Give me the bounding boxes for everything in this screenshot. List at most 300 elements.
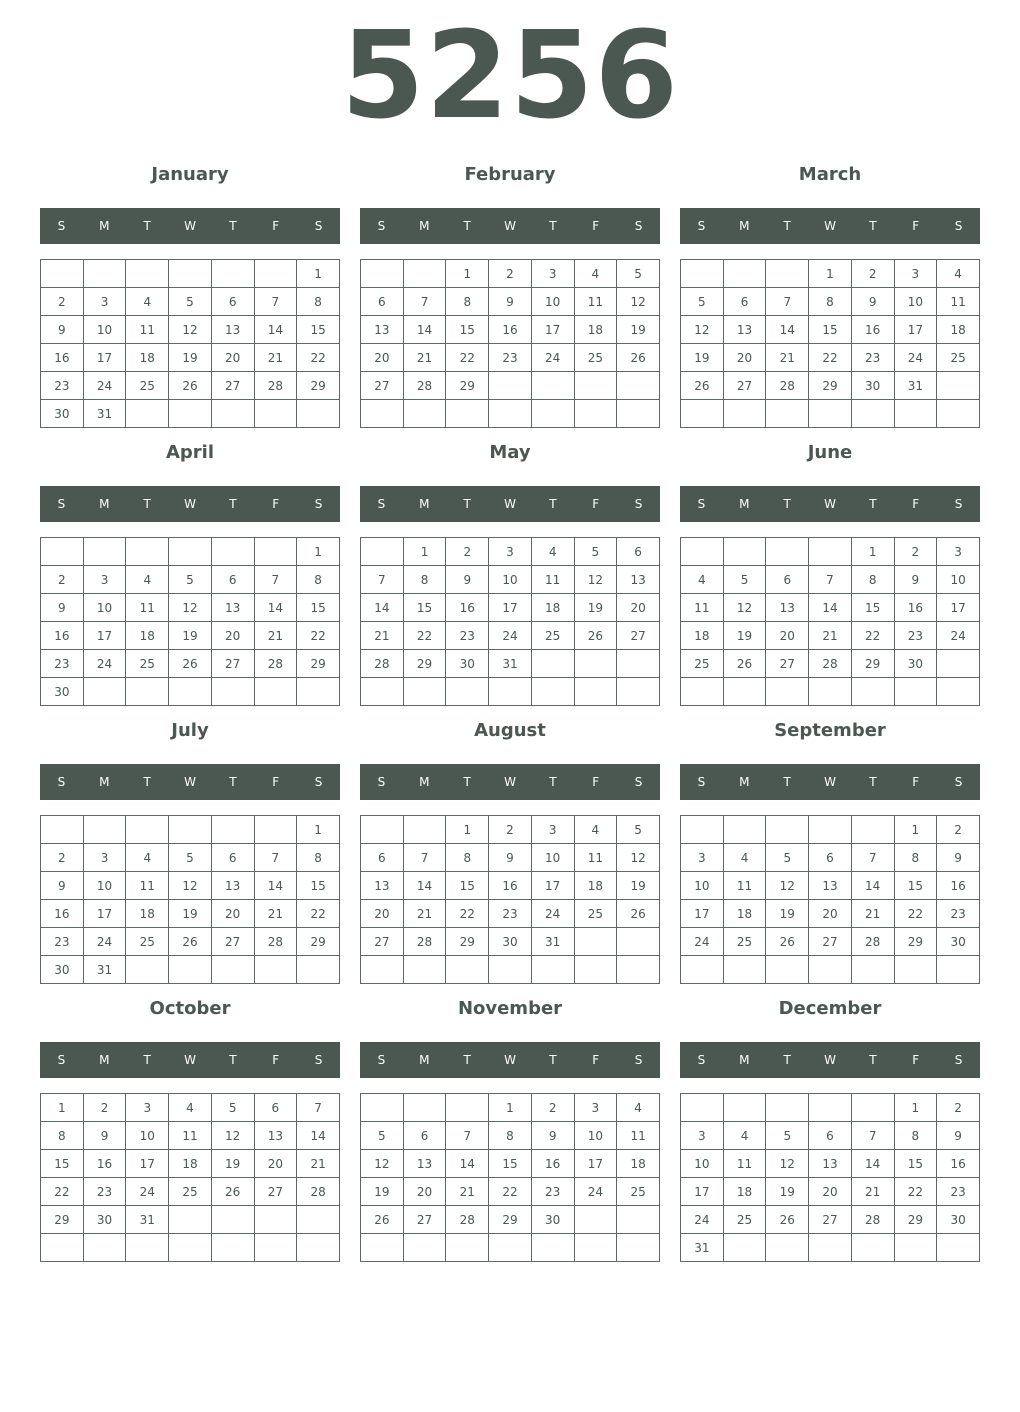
- week-row: [361, 1122, 660, 1150]
- weekday-label: T: [783, 775, 791, 789]
- empty-day-cell: [574, 956, 617, 984]
- empty-day-cell: [211, 538, 254, 566]
- empty-day-cell: [574, 650, 617, 678]
- weekday-label: F: [912, 1053, 920, 1067]
- empty-day-cell: [574, 372, 617, 400]
- empty-day-cell: [766, 956, 809, 984]
- day-cell: 25: [126, 928, 169, 956]
- day-cell: 5: [169, 844, 212, 872]
- day-cell: 13: [617, 566, 660, 594]
- empty-day-cell: [254, 400, 297, 428]
- weekday-label: T: [549, 219, 557, 233]
- weekday-label: S: [377, 497, 386, 511]
- month-name: September: [774, 720, 886, 741]
- day-cell: 5: [169, 288, 212, 316]
- day-cell: 9: [446, 566, 489, 594]
- day-cell: 5: [211, 1094, 254, 1122]
- day-cell: 3: [83, 288, 126, 316]
- empty-day-cell: [403, 816, 446, 844]
- empty-day-cell: [211, 678, 254, 706]
- day-cell: 17: [894, 316, 937, 344]
- day-cell: 2: [41, 844, 84, 872]
- day-cell: 25: [617, 1178, 660, 1206]
- day-cell: 16: [894, 594, 937, 622]
- day-cell: 11: [126, 872, 169, 900]
- empty-day-cell: [617, 928, 660, 956]
- weekday-label: M: [739, 1053, 750, 1067]
- weekday-label: F: [592, 775, 600, 789]
- weekday-label: F: [272, 497, 280, 511]
- week-row: [41, 678, 340, 706]
- day-cell: 6: [723, 288, 766, 316]
- month-name: June: [807, 442, 853, 463]
- day-cell: 14: [297, 1122, 340, 1150]
- empty-day-cell: [851, 678, 894, 706]
- day-cell: 21: [254, 900, 297, 928]
- day-cell: 13: [403, 1150, 446, 1178]
- weekday-header: [680, 1042, 980, 1078]
- week-row: [41, 288, 340, 316]
- day-cell: 17: [83, 900, 126, 928]
- day-cell: 1: [851, 538, 894, 566]
- day-cell: 12: [766, 872, 809, 900]
- month-name: February: [464, 164, 556, 185]
- empty-day-cell: [723, 956, 766, 984]
- day-cell: 28: [254, 650, 297, 678]
- day-cell: 27: [211, 650, 254, 678]
- day-cell: 30: [41, 956, 84, 984]
- day-cell: 19: [617, 316, 660, 344]
- empty-day-cell: [446, 1234, 489, 1262]
- day-cell: 3: [681, 1122, 724, 1150]
- day-grid: [680, 537, 980, 706]
- empty-day-cell: [361, 956, 404, 984]
- day-cell: 21: [403, 900, 446, 928]
- day-cell: 13: [211, 594, 254, 622]
- day-cell: 26: [169, 928, 212, 956]
- day-cell: 19: [617, 872, 660, 900]
- weekday-label: F: [592, 1053, 600, 1067]
- day-cell: 30: [41, 400, 84, 428]
- month-name: November: [457, 998, 563, 1019]
- weekday-label: S: [57, 1053, 66, 1067]
- day-cell: 2: [937, 816, 980, 844]
- day-cell: 3: [937, 538, 980, 566]
- day-cell: 22: [403, 622, 446, 650]
- day-cell: 7: [403, 288, 446, 316]
- weekday-label: S: [377, 219, 386, 233]
- day-grid: [360, 1093, 660, 1262]
- weekday-label: T: [869, 219, 877, 233]
- day-cell: 8: [809, 288, 852, 316]
- empty-day-cell: [489, 372, 532, 400]
- empty-day-cell: [937, 1234, 980, 1262]
- day-cell: 29: [403, 650, 446, 678]
- weekday-label: T: [549, 775, 557, 789]
- day-cell: 5: [169, 566, 212, 594]
- day-cell: 11: [169, 1122, 212, 1150]
- day-cell: 10: [126, 1122, 169, 1150]
- empty-day-cell: [766, 678, 809, 706]
- day-cell: 14: [254, 316, 297, 344]
- month-name: March: [798, 164, 862, 185]
- empty-day-cell: [766, 400, 809, 428]
- day-cell: 21: [851, 900, 894, 928]
- weekday-label: M: [419, 1053, 430, 1067]
- empty-day-cell: [894, 400, 937, 428]
- day-cell: 11: [574, 844, 617, 872]
- weekday-label: T: [783, 219, 791, 233]
- empty-day-cell: [169, 260, 212, 288]
- weekday-header: [40, 486, 340, 522]
- weekday-label: F: [272, 219, 280, 233]
- weekday-label: S: [377, 775, 386, 789]
- day-cell: 14: [851, 1150, 894, 1178]
- week-row: [681, 678, 980, 706]
- week-row: [361, 594, 660, 622]
- day-cell: 28: [446, 1206, 489, 1234]
- day-cell: 23: [937, 900, 980, 928]
- week-row: [41, 1234, 340, 1262]
- empty-day-cell: [403, 956, 446, 984]
- empty-day-cell: [489, 400, 532, 428]
- weekday-label: S: [697, 219, 706, 233]
- day-cell: 9: [83, 1122, 126, 1150]
- week-row: [41, 260, 340, 288]
- week-row: [681, 900, 980, 928]
- weekday-label: W: [824, 497, 836, 511]
- day-cell: 23: [446, 622, 489, 650]
- day-cell: 31: [531, 928, 574, 956]
- day-cell: 8: [894, 844, 937, 872]
- week-row: [361, 566, 660, 594]
- weekday-label: S: [954, 775, 963, 789]
- day-grid: [360, 537, 660, 706]
- month-name: December: [778, 998, 882, 1019]
- day-cell: 12: [169, 872, 212, 900]
- day-cell: 19: [681, 344, 724, 372]
- empty-day-cell: [446, 400, 489, 428]
- month-name: May: [489, 442, 531, 463]
- day-cell: 1: [489, 1094, 532, 1122]
- empty-day-cell: [531, 372, 574, 400]
- week-row: [681, 928, 980, 956]
- weekday-label: W: [824, 775, 836, 789]
- day-cell: 21: [254, 622, 297, 650]
- day-cell: 8: [851, 566, 894, 594]
- empty-day-cell: [41, 1234, 84, 1262]
- day-cell: 14: [254, 594, 297, 622]
- weekday-label: W: [504, 775, 516, 789]
- day-cell: 9: [531, 1122, 574, 1150]
- empty-day-cell: [361, 538, 404, 566]
- day-cell: 22: [446, 344, 489, 372]
- week-row: [681, 288, 980, 316]
- weekday-label: S: [634, 775, 643, 789]
- empty-day-cell: [254, 1206, 297, 1234]
- day-grid: [40, 537, 340, 706]
- day-cell: 22: [851, 622, 894, 650]
- empty-day-cell: [211, 1234, 254, 1262]
- day-cell: 12: [211, 1122, 254, 1150]
- day-cell: 3: [681, 844, 724, 872]
- empty-day-cell: [254, 1234, 297, 1262]
- month-november: [360, 994, 660, 1264]
- month-october: [40, 994, 340, 1264]
- day-cell: 7: [403, 844, 446, 872]
- weekday-label: S: [57, 219, 66, 233]
- day-cell: 30: [83, 1206, 126, 1234]
- empty-day-cell: [126, 956, 169, 984]
- day-cell: 6: [403, 1122, 446, 1150]
- day-cell: 30: [937, 1206, 980, 1234]
- empty-day-cell: [574, 1234, 617, 1262]
- weekday-label: W: [184, 497, 196, 511]
- weekday-label: M: [99, 219, 110, 233]
- empty-day-cell: [169, 678, 212, 706]
- day-cell: 18: [126, 622, 169, 650]
- empty-day-cell: [297, 1234, 340, 1262]
- weekday-label: S: [954, 1053, 963, 1067]
- day-cell: 4: [126, 288, 169, 316]
- week-row: [681, 956, 980, 984]
- week-row: [681, 1206, 980, 1234]
- empty-day-cell: [361, 1234, 404, 1262]
- day-cell: 21: [403, 344, 446, 372]
- weekday-label: T: [463, 219, 471, 233]
- week-row: [41, 566, 340, 594]
- day-cell: 15: [446, 872, 489, 900]
- day-cell: 17: [574, 1150, 617, 1178]
- day-cell: 25: [574, 900, 617, 928]
- day-cell: 24: [574, 1178, 617, 1206]
- empty-day-cell: [766, 1094, 809, 1122]
- day-cell: 19: [169, 622, 212, 650]
- day-cell: 18: [681, 622, 724, 650]
- day-cell: 14: [403, 872, 446, 900]
- weekday-label: M: [419, 497, 430, 511]
- day-cell: 26: [211, 1178, 254, 1206]
- week-row: [41, 316, 340, 344]
- empty-day-cell: [361, 816, 404, 844]
- day-cell: 24: [531, 344, 574, 372]
- day-cell: 27: [809, 928, 852, 956]
- empty-day-cell: [723, 400, 766, 428]
- day-cell: 24: [681, 928, 724, 956]
- day-cell: 9: [851, 288, 894, 316]
- weekday-label: S: [314, 497, 323, 511]
- week-row: [361, 1206, 660, 1234]
- empty-day-cell: [531, 956, 574, 984]
- weekday-header: [360, 1042, 660, 1078]
- empty-day-cell: [297, 678, 340, 706]
- day-cell: 6: [211, 566, 254, 594]
- day-cell: 11: [531, 566, 574, 594]
- day-cell: 18: [126, 344, 169, 372]
- day-cell: 20: [766, 622, 809, 650]
- week-row: [681, 1150, 980, 1178]
- weekday-label: T: [143, 775, 151, 789]
- day-cell: 4: [617, 1094, 660, 1122]
- day-cell: 27: [211, 928, 254, 956]
- day-cell: 20: [211, 900, 254, 928]
- empty-day-cell: [681, 816, 724, 844]
- day-cell: 23: [851, 344, 894, 372]
- day-cell: 15: [297, 872, 340, 900]
- week-row: [681, 844, 980, 872]
- day-cell: 19: [169, 344, 212, 372]
- day-cell: 19: [766, 900, 809, 928]
- day-cell: 2: [894, 538, 937, 566]
- day-cell: 25: [574, 344, 617, 372]
- empty-day-cell: [83, 678, 126, 706]
- day-cell: 21: [809, 622, 852, 650]
- empty-day-cell: [254, 956, 297, 984]
- week-row: [361, 872, 660, 900]
- day-cell: 18: [126, 900, 169, 928]
- weekday-label: S: [697, 497, 706, 511]
- weekday-label: S: [57, 775, 66, 789]
- empty-day-cell: [809, 678, 852, 706]
- day-cell: 23: [41, 650, 84, 678]
- day-cell: 11: [937, 288, 980, 316]
- day-cell: 17: [531, 316, 574, 344]
- month-april: [40, 438, 340, 708]
- weekday-label: S: [954, 497, 963, 511]
- month-name: July: [171, 720, 209, 741]
- day-cell: 12: [169, 316, 212, 344]
- day-cell: 5: [766, 1122, 809, 1150]
- day-cell: 3: [489, 538, 532, 566]
- day-cell: 24: [894, 344, 937, 372]
- empty-day-cell: [766, 816, 809, 844]
- empty-day-cell: [83, 538, 126, 566]
- day-cell: 11: [681, 594, 724, 622]
- empty-day-cell: [531, 650, 574, 678]
- day-cell: 16: [851, 316, 894, 344]
- empty-day-cell: [723, 678, 766, 706]
- day-cell: 20: [809, 1178, 852, 1206]
- weekday-label: F: [592, 497, 600, 511]
- day-cell: 7: [254, 844, 297, 872]
- weekday-label: S: [634, 219, 643, 233]
- empty-day-cell: [723, 538, 766, 566]
- weekday-header: [680, 486, 980, 522]
- weekday-label: W: [824, 1053, 836, 1067]
- day-cell: 10: [574, 1122, 617, 1150]
- day-cell: 15: [41, 1150, 84, 1178]
- weekday-label: T: [783, 1053, 791, 1067]
- weekday-header: [40, 1042, 340, 1078]
- year-title: 5256: [341, 7, 679, 146]
- week-row: [41, 872, 340, 900]
- day-cell: 26: [574, 622, 617, 650]
- day-cell: 6: [361, 844, 404, 872]
- day-cell: 2: [41, 566, 84, 594]
- weekday-label: S: [634, 1053, 643, 1067]
- empty-day-cell: [211, 956, 254, 984]
- day-cell: 29: [851, 650, 894, 678]
- weekday-header: [360, 764, 660, 800]
- weekday-label: S: [314, 775, 323, 789]
- day-cell: 12: [169, 594, 212, 622]
- day-cell: 18: [723, 900, 766, 928]
- empty-day-cell: [937, 956, 980, 984]
- weekday-label: M: [99, 497, 110, 511]
- empty-day-cell: [723, 816, 766, 844]
- weekday-label: T: [229, 497, 237, 511]
- month-name: January: [151, 164, 229, 185]
- weekday-label: S: [314, 1053, 323, 1067]
- week-row: [361, 1094, 660, 1122]
- empty-day-cell: [254, 538, 297, 566]
- day-cell: 30: [894, 650, 937, 678]
- day-cell: 3: [531, 816, 574, 844]
- empty-day-cell: [403, 1234, 446, 1262]
- weekday-label: T: [869, 497, 877, 511]
- day-cell: 27: [723, 372, 766, 400]
- day-cell: 26: [723, 650, 766, 678]
- day-cell: 9: [41, 594, 84, 622]
- empty-day-cell: [126, 678, 169, 706]
- day-cell: 10: [894, 288, 937, 316]
- week-row: [681, 316, 980, 344]
- day-cell: 4: [169, 1094, 212, 1122]
- day-cell: 18: [169, 1150, 212, 1178]
- empty-day-cell: [617, 372, 660, 400]
- weekday-label: F: [592, 219, 600, 233]
- day-cell: 29: [446, 372, 489, 400]
- empty-day-cell: [723, 260, 766, 288]
- day-cell: 12: [361, 1150, 404, 1178]
- month-may: [360, 438, 660, 708]
- day-cell: 3: [531, 260, 574, 288]
- day-cell: 3: [83, 844, 126, 872]
- day-cell: 8: [403, 566, 446, 594]
- week-row: [41, 844, 340, 872]
- day-cell: 4: [723, 1122, 766, 1150]
- day-grid: [680, 259, 980, 428]
- day-cell: 24: [83, 928, 126, 956]
- day-cell: 2: [83, 1094, 126, 1122]
- empty-day-cell: [403, 400, 446, 428]
- day-cell: 10: [531, 288, 574, 316]
- week-row: [41, 400, 340, 428]
- day-cell: 2: [489, 816, 532, 844]
- day-cell: 25: [723, 928, 766, 956]
- weekday-label: T: [783, 497, 791, 511]
- day-cell: 15: [851, 594, 894, 622]
- week-row: [41, 1150, 340, 1178]
- week-row: [361, 260, 660, 288]
- empty-day-cell: [681, 260, 724, 288]
- day-cell: 24: [489, 622, 532, 650]
- empty-day-cell: [937, 400, 980, 428]
- weekday-label: S: [377, 1053, 386, 1067]
- day-cell: 20: [723, 344, 766, 372]
- empty-day-cell: [937, 372, 980, 400]
- empty-day-cell: [681, 400, 724, 428]
- day-cell: 23: [894, 622, 937, 650]
- day-cell: 7: [254, 288, 297, 316]
- week-row: [681, 816, 980, 844]
- day-cell: 15: [894, 872, 937, 900]
- day-cell: 12: [766, 1150, 809, 1178]
- empty-day-cell: [211, 400, 254, 428]
- day-cell: 19: [574, 594, 617, 622]
- day-cell: 6: [617, 538, 660, 566]
- day-cell: 3: [126, 1094, 169, 1122]
